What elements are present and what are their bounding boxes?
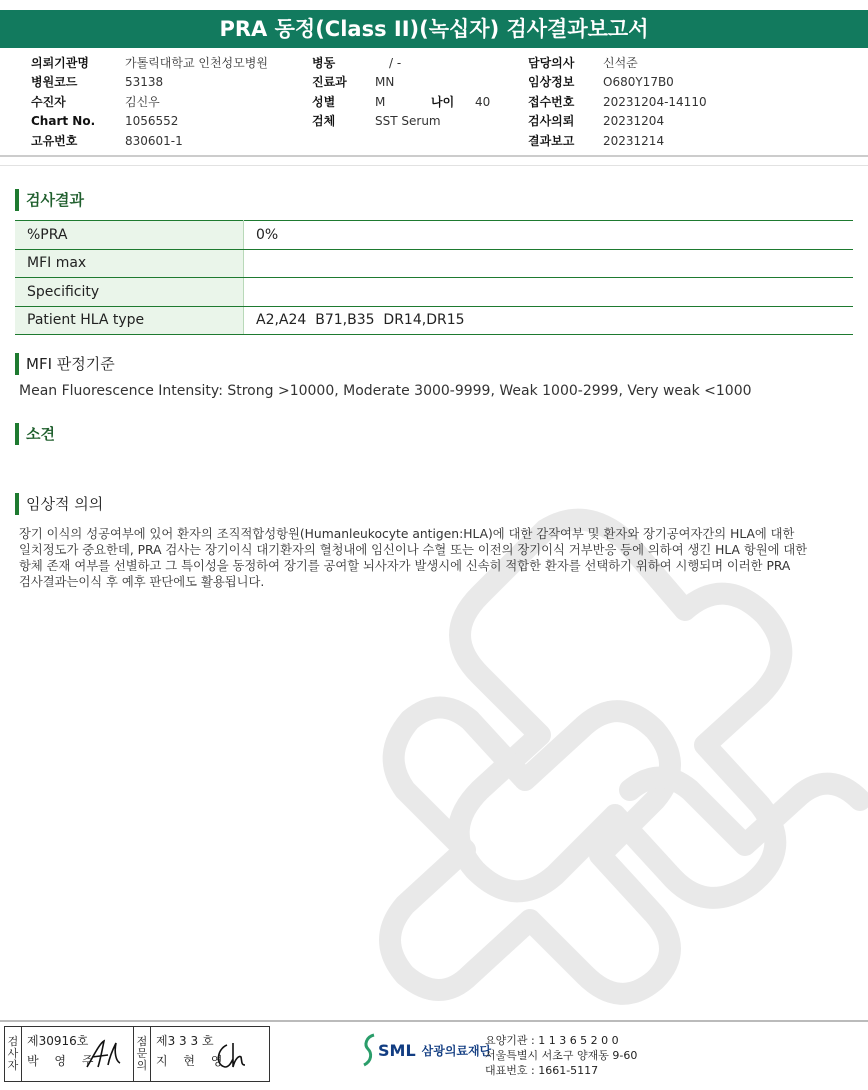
info-value: 20231214	[603, 133, 665, 148]
info-value: M	[375, 94, 386, 109]
reviewer-cell	[151, 1027, 269, 1081]
result-value: A2,A24 B71,B35 DR14,DR15	[244, 306, 854, 335]
mfi-criteria-text: Mean Fluorescence Intensity: Strong >10000, Moderate 3000-9999, Weak 1000-2999, Very weak <1000	[19, 383, 752, 399]
info-label: 의뢰기관명	[31, 56, 89, 70]
section-opinion-title: 소견	[15, 423, 55, 445]
info-label: 검체	[312, 114, 336, 129]
signature-box	[4, 1026, 270, 1082]
info-label: 고유번호	[31, 133, 78, 148]
info-value: 신석준	[603, 56, 638, 70]
info-label: 검사의뢰	[528, 114, 575, 129]
clinical-line: 장기 이식의 성공여부에 있어 환자의 조직적합성항원(Humanleukocyte antigen:HLA)에 대한 감작여부 및 환자와 장기공여자간의 HLA에 대한	[19, 527, 795, 541]
age-label: 나이	[431, 94, 455, 109]
tester-name: 박 영 주	[27, 1054, 100, 1068]
info-label: 담당의사	[528, 56, 575, 70]
clinical-significance-text	[19, 526, 834, 590]
tester-label-char: 검	[7, 1035, 19, 1048]
info-col-3	[528, 54, 707, 151]
table-row	[15, 249, 853, 278]
contact-line: 서울특별시 서초구 양재동 9-60	[485, 1049, 638, 1062]
clinical-line: 검사결과는이식 후 예후 판단에도 활용됩니다.	[19, 575, 265, 589]
result-key: %PRA	[15, 221, 244, 250]
result-value	[244, 249, 854, 278]
tester-signature	[84, 1037, 124, 1071]
info-label: 접수번호	[528, 94, 575, 109]
info-label: 결과보고	[528, 133, 575, 148]
results-table	[15, 220, 853, 335]
reviewer-license-no: 제3 3 3 호	[156, 1034, 214, 1048]
info-value: 김신우	[125, 94, 160, 109]
tester-label-char: 자	[7, 1059, 19, 1072]
section-results-title: 검사결과	[15, 189, 84, 211]
reviewer-label-char: 점	[136, 1035, 148, 1048]
org-name: 삼광의료재단	[421, 1043, 492, 1058]
clinical-line: 일치정도가 중요한데, PRA 검사는 장기이식 대기환자의 혈청내에 임신이나 수혈 또는 이전의 장기이식 거부반응 등에 의하여 생긴 HLA 항원에 대한	[19, 543, 808, 557]
result-key: Patient HLA type	[15, 306, 244, 335]
result-key: MFI max	[15, 249, 244, 278]
report-title: PRA 동정(Class II)(녹십자) 검사결과보고서	[0, 10, 868, 48]
reviewer-label	[134, 1027, 151, 1081]
section-mfi-title: MFI 판정기준	[15, 353, 115, 375]
logo-text: SML	[378, 1040, 416, 1060]
info-value: 53138	[125, 75, 164, 90]
tester-label	[5, 1027, 22, 1081]
info-label: 임상정보	[528, 75, 575, 90]
reviewer-label-char: 의	[136, 1059, 148, 1072]
info-value: 20231204	[603, 114, 665, 129]
reviewer-name: 지 현 영	[156, 1054, 229, 1068]
tester-license-no: 제30916호	[27, 1034, 89, 1048]
info-value: / -	[389, 56, 402, 70]
section-clinical-title: 임상적 의의	[15, 493, 103, 515]
result-key: Specificity	[15, 278, 244, 307]
clinical-line: 항체 존재 여부를 선별하고 그 특이성을 동정하여 장기를 공여할 뇌사자가 발생시에 신속히 적합한 환자를 선택하기 위하여 시행되며 이러한 PRA	[19, 559, 791, 573]
header-divider	[0, 155, 868, 157]
header-divider-thin	[0, 165, 868, 166]
info-value: 1056552	[125, 114, 179, 129]
sml-logo-mark-icon	[362, 1031, 376, 1069]
footer-divider	[0, 1020, 868, 1022]
info-label: Chart No.	[31, 114, 96, 129]
info-value: O680Y17B0	[603, 75, 674, 90]
reviewer-signature	[211, 1039, 251, 1073]
info-label: 병동	[312, 56, 336, 70]
tester-cell	[22, 1027, 134, 1081]
contact-line: 요양기관 : 1 1 3 6 5 2 0 0	[485, 1034, 619, 1047]
org-contact	[485, 1033, 637, 1078]
contact-line: 대표번호 : 1661-5117	[485, 1064, 599, 1077]
sml-logo	[362, 1031, 491, 1069]
age-value: 40	[475, 94, 491, 109]
info-col-1	[31, 54, 268, 151]
info-value: MN	[375, 75, 395, 90]
info-label: 병원코드	[31, 75, 78, 90]
info-value: 830601-1	[125, 133, 183, 148]
info-value: 20231204-14110	[603, 94, 707, 109]
table-row	[15, 221, 853, 250]
result-value	[244, 278, 854, 307]
reviewer-label-char: 문	[136, 1047, 148, 1060]
result-value: 0%	[244, 221, 854, 250]
table-row	[15, 306, 853, 335]
info-value: SST Serum	[375, 114, 441, 129]
info-col-2	[312, 54, 490, 132]
info-value: 가톨릭대학교 인천성모병원	[125, 56, 268, 70]
info-label: 진료과	[312, 75, 347, 90]
tester-label-char: 사	[7, 1047, 19, 1060]
info-label: 수진자	[31, 94, 66, 109]
info-label: 성별	[312, 94, 336, 109]
table-row	[15, 278, 853, 307]
